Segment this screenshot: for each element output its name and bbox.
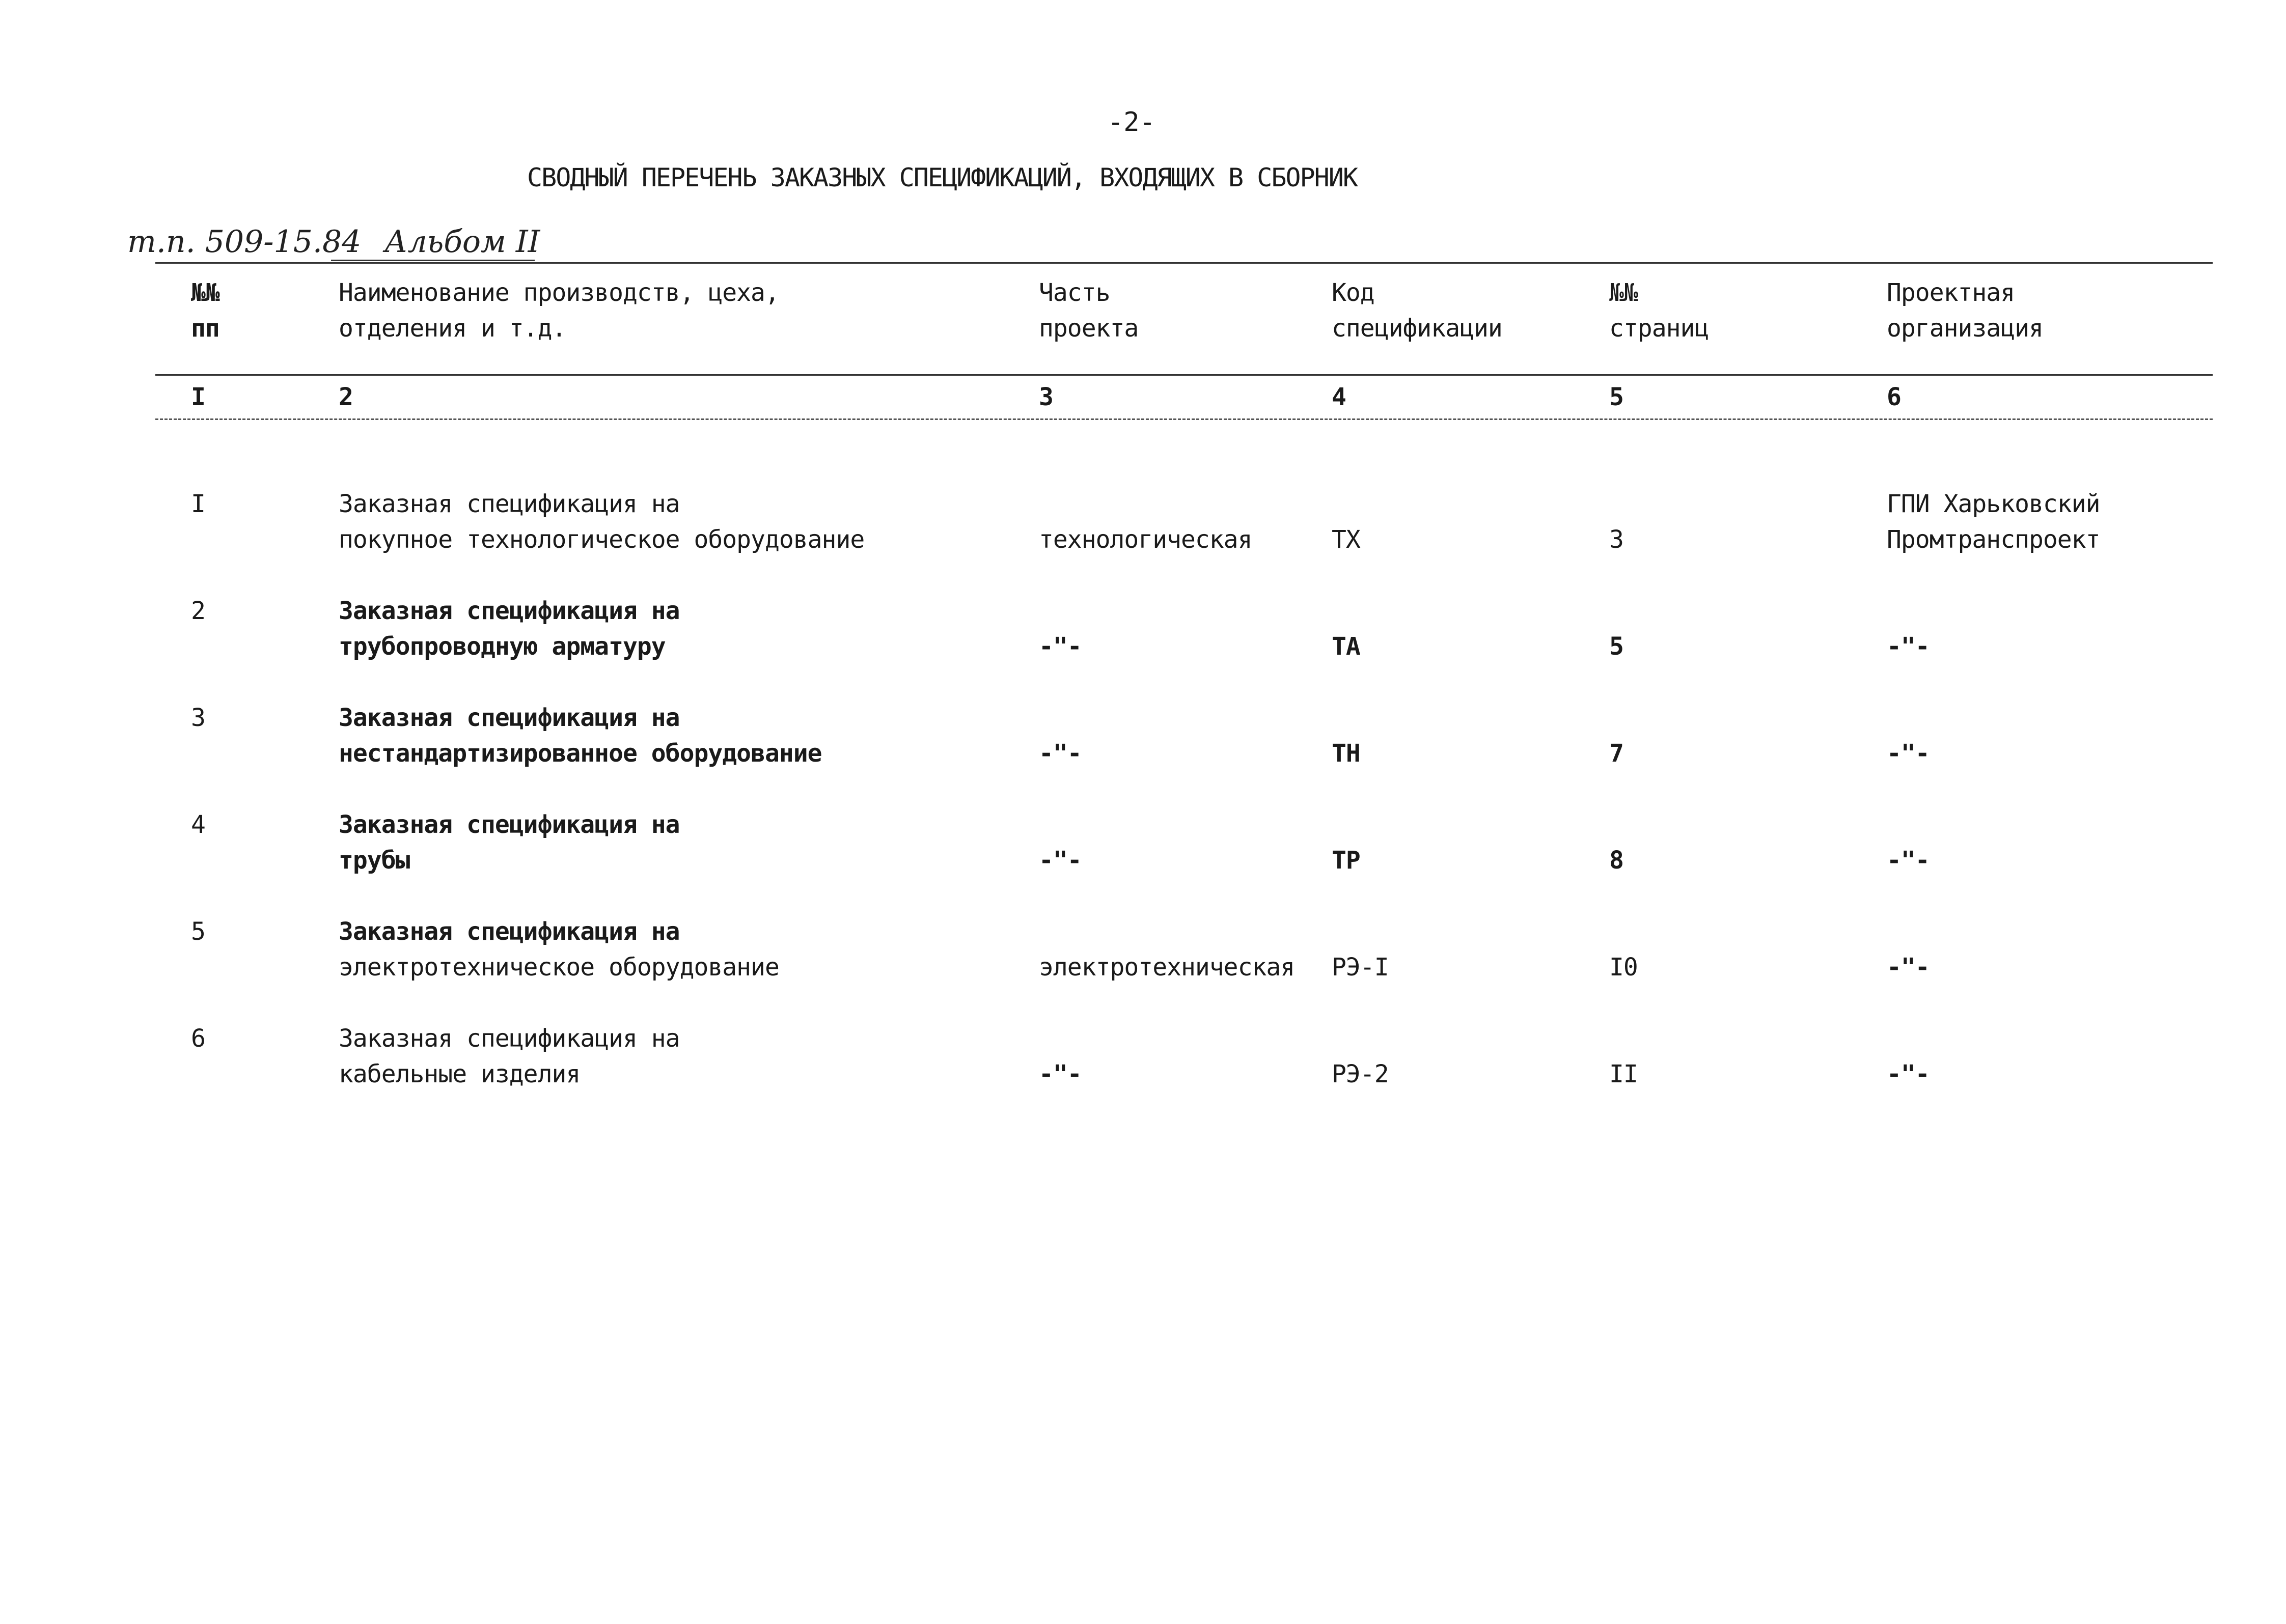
row-name: Заказная спецификация на трубопроводную арматуру	[339, 597, 680, 661]
column-number: 5	[1609, 383, 1623, 411]
column-number: I	[191, 383, 205, 411]
page-number: -2-	[1108, 107, 1155, 137]
row-number: 3	[191, 704, 205, 732]
row-name: Заказная спецификация на покупное технологическое оборудование	[339, 490, 865, 554]
row-number: 2	[191, 597, 205, 625]
handwritten-project-code: т.п. 509-15.84	[127, 224, 362, 260]
row-part: -"-	[1039, 846, 1082, 875]
row-organization: -"-	[1887, 953, 1930, 982]
header-name: Наименование производств, цеха, отделения и т.д.	[339, 278, 779, 343]
row-part: электротехническая	[1039, 953, 1295, 982]
header-part: Часть проекта	[1039, 278, 1139, 343]
column-number: 2	[339, 383, 353, 411]
row-part: -"-	[1039, 1060, 1082, 1088]
row-code: ТХ	[1332, 525, 1360, 554]
row-part: -"-	[1039, 739, 1082, 768]
row-number: 6	[191, 1024, 205, 1053]
handwritten-album-label: Альбом II	[384, 224, 540, 260]
row-pages: 8	[1609, 846, 1623, 875]
row-number: I	[191, 490, 205, 518]
row-name: Заказная спецификация на электротехническое оборудование	[339, 917, 779, 982]
column-number-rule	[155, 418, 2213, 420]
row-part: -"-	[1039, 632, 1082, 661]
row-name: Заказная спецификация на трубы	[339, 810, 680, 875]
row-pages: 5	[1609, 632, 1623, 661]
header-number: №№ пп	[191, 278, 219, 343]
row-organization: ГПИ Харьковский Промтранспроект	[1887, 490, 2100, 554]
header-bottom-rule	[155, 374, 2213, 376]
header-pages: №№ страниц	[1609, 278, 1709, 343]
row-name: Заказная спецификация на кабельные изделия	[339, 1024, 680, 1088]
row-pages: 7	[1609, 739, 1623, 768]
row-organization: -"-	[1887, 846, 1930, 875]
row-code: РЭ-2	[1332, 1060, 1389, 1088]
row-number: 5	[191, 917, 205, 946]
row-organization: -"-	[1887, 739, 1930, 768]
handwritten-underline	[331, 260, 535, 261]
document-title: СВОДНЫЙ ПЕРЕЧЕНЬ ЗАКАЗНЫХ СПЕЦИФИКАЦИЙ, ВХОДЯЩИХ В СБОРНИК	[527, 163, 1357, 192]
column-number: 6	[1887, 383, 1901, 411]
header-code: Код спецификации	[1332, 278, 1502, 343]
header-organization: Проектная организация	[1887, 278, 2043, 343]
table-top-rule	[155, 262, 2213, 264]
row-code: РЭ-I	[1332, 953, 1389, 982]
row-pages: II	[1609, 1060, 1638, 1088]
row-pages: 3	[1609, 525, 1623, 554]
row-number: 4	[191, 810, 205, 839]
row-organization: -"-	[1887, 632, 1930, 661]
row-name: Заказная спецификация на нестандартизированное оборудование	[339, 704, 822, 768]
row-organization: -"-	[1887, 1060, 1930, 1088]
row-part: технологическая	[1039, 525, 1252, 554]
row-code: ТР	[1332, 846, 1360, 875]
row-code: ТН	[1332, 739, 1360, 768]
column-number: 4	[1332, 383, 1346, 411]
column-number: 3	[1039, 383, 1053, 411]
row-code: ТА	[1332, 632, 1360, 661]
row-pages: I0	[1609, 953, 1638, 982]
